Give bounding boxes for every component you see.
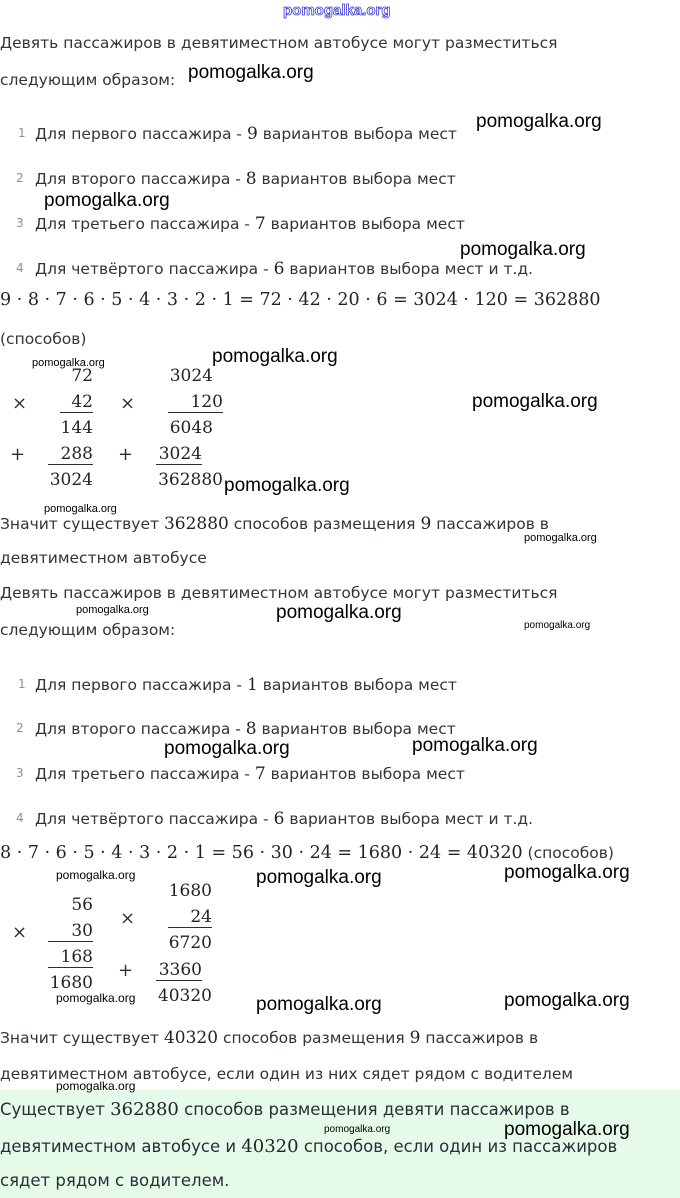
watermark: pomogalka.org — [256, 867, 382, 888]
times-sign: × — [12, 393, 28, 414]
watermark: pomogalka.org — [504, 1119, 630, 1140]
list-item-text: Для первого пассажира - 1 вариантов выбора мест — [35, 675, 457, 695]
calc-operand: 1680 — [168, 881, 212, 901]
formula-part2: 8 · 7 · 6 · 5 · 4 · 3 · 2 · 1 = 56 · 30 · 24 = 1680 · 24 = 40320 (способов) — [0, 843, 614, 863]
watermark-top: pomogalka.org — [283, 2, 391, 19]
conclusion-part1: Значит существует 362880 способов размещения 9 пассажиров в — [0, 514, 549, 534]
calc-result: 1680 — [49, 973, 93, 993]
calc-partial: 6720 — [168, 933, 212, 953]
calc-partial: 288 — [48, 444, 93, 465]
calc-partial: 144 — [60, 418, 93, 438]
list-item-number: 1 — [18, 126, 26, 140]
answer-box — [0, 1090, 680, 1198]
conclusion-part2: Значит существует 40320 способов размещения 9 пассажиров в — [0, 1028, 539, 1048]
calc-operand: 56 — [71, 895, 93, 915]
list-item-number: 3 — [16, 216, 24, 230]
watermark: pomogalka.org — [44, 190, 170, 211]
list-item-number: 2 — [16, 721, 24, 735]
watermark: pomogalka.org — [472, 391, 598, 412]
intro-line-2: следующим образом: — [0, 621, 176, 639]
calc-operand: 72 — [71, 366, 93, 386]
answer-line-2: девятиместном автобусе и 40320 способов, если один из пассажиров — [0, 1136, 618, 1157]
list-item-text: Для третьего пассажира - 7 вариантов выбора мест — [35, 764, 465, 784]
times-sign: × — [120, 908, 136, 929]
watermark: pomogalka.org — [224, 475, 350, 496]
watermark: pomogalka.org — [188, 62, 314, 83]
watermark: pomogalka.org — [256, 994, 382, 1015]
intro-line-2: следующим образом: — [0, 71, 176, 89]
watermark: pomogalka.org — [76, 604, 149, 616]
watermark: pomogalka.org — [32, 357, 105, 369]
calc-result: 362880 — [158, 470, 223, 490]
calc-partial: 6048 — [169, 418, 213, 438]
calc-operand: 24 — [168, 907, 212, 928]
watermark: pomogalka.org — [460, 239, 586, 260]
list-item-text: Для четвёртого пассажира - 6 вариантов выбора мест и т.д. — [35, 809, 534, 829]
formula-part1: 9 · 8 · 7 · 6 · 5 · 4 · 3 · 2 · 1 = 72 · 42 · 20 · 6 = 3024 · 120 = 362880 — [0, 290, 601, 310]
watermark: pomogalka.org — [504, 990, 630, 1011]
plus-sign: + — [118, 960, 134, 981]
watermark: pomogalka.org — [56, 1079, 136, 1093]
watermark: pomogalka.org — [212, 346, 338, 367]
calc-partial: 3360 — [156, 960, 202, 981]
watermark: pomogalka.org — [276, 602, 402, 623]
watermark: pomogalka.org — [412, 735, 538, 756]
intro-line-1: Девять пассажиров в девятиместном автобусе могут разместиться — [0, 584, 558, 602]
watermark: pomogalka.org — [476, 111, 602, 132]
conclusion-part2-line2: девятиместном автобусе, если один из них сядет рядом с водителем — [0, 1065, 574, 1083]
calc-operand: 30 — [48, 921, 93, 942]
list-item-text: Для четвёртого пассажира - 6 вариантов выбора мест и т.д. — [35, 259, 534, 279]
list-item-number: 4 — [16, 811, 24, 825]
watermark: pomogalka.org — [56, 868, 136, 882]
calc-result: 40320 — [157, 986, 212, 1006]
list-item-text: Для второго пассажира - 8 вариантов выбора мест — [35, 719, 456, 739]
intro-line-1: Девять пассажиров в девятиместном автобусе могут разместиться — [0, 34, 558, 52]
list-item-text: Для второго пассажира - 8 вариантов выбора мест — [35, 169, 456, 189]
watermark: pomogalka.org — [324, 1124, 391, 1135]
watermark: pomogalka.org — [524, 620, 591, 631]
watermark: pomogalka.org — [164, 738, 290, 759]
conclusion-part1-line2: девятиместном автобусе — [0, 549, 207, 567]
list-item-number: 3 — [16, 766, 24, 780]
calc-operand: 42 — [60, 392, 93, 413]
list-item-number: 4 — [16, 261, 24, 275]
plus-sign: + — [118, 444, 134, 465]
answer-line-3: сядет рядом с водителем. — [0, 1171, 230, 1190]
watermark: pomogalka.org — [524, 532, 597, 544]
calc-operand: 120 — [168, 392, 223, 413]
watermark: pomogalka.org — [44, 503, 117, 515]
list-item-text: Для третьего пассажира - 7 вариантов выбора мест — [35, 214, 465, 234]
calc-operand: 3024 — [169, 366, 213, 386]
times-sign: × — [120, 393, 136, 414]
formula-unit: (способов) — [0, 330, 87, 348]
watermark: pomogalka.org — [504, 862, 630, 883]
answer-line-1: Существует 362880 способов размещения девяти пассажиров в — [0, 1099, 570, 1120]
calc-partial: 3024 — [156, 444, 202, 465]
calc-result: 3024 — [49, 470, 93, 490]
list-item-text: Для первого пассажира - 9 вариантов выбора мест — [35, 124, 457, 144]
list-item-number: 1 — [18, 677, 26, 691]
list-item-number: 2 — [16, 171, 24, 185]
times-sign: × — [12, 922, 28, 943]
plus-sign: + — [10, 444, 26, 465]
calc-partial: 168 — [48, 947, 93, 968]
watermark: pomogalka.org — [56, 991, 136, 1005]
